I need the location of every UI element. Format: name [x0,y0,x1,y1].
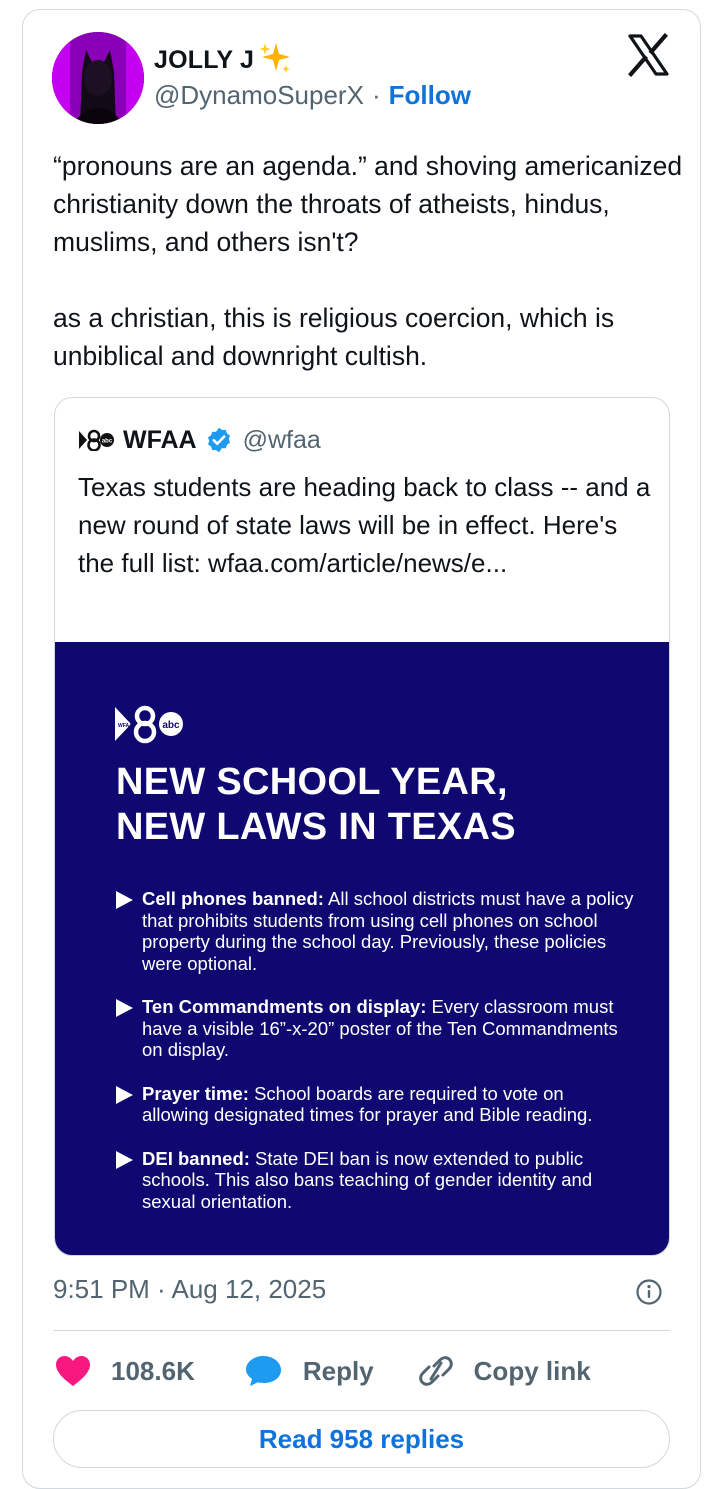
avatar-image [52,32,144,124]
wfaa-logo-icon [79,429,115,451]
media-headline [116,760,656,850]
copy-link-button[interactable] [416,1354,591,1388]
media-law-list [115,888,635,1234]
media-item-text: State DEI ban is now extended to public schools. This also bans teaching of gender identity and sexual orientation. [142,1147,593,1212]
media-item-text: School boards are required to vote on allowing designated times for prayer and Bible reading. [142,1082,593,1125]
media-headline-line2: NEW LAWS IN TEXAS [116,806,516,848]
media-item-title: Cell phones banned: [142,888,324,909]
play-arrow-icon [116,891,133,909]
tweet-actions-bar [53,1350,591,1392]
media-list-item [115,1148,635,1213]
reply-button[interactable] [245,1354,374,1388]
like-button[interactable] [53,1354,195,1388]
author-handle[interactable]: @DynamoSuperX [154,80,364,110]
media-list-item [115,888,635,974]
like-count: 108.6K [111,1355,195,1386]
media-logo-abc: abc [162,720,180,731]
x-logo-icon[interactable] [626,33,670,77]
quoted-display-name[interactable]: WFAA [123,425,197,454]
sparkle-icon [258,41,292,80]
media-headline-line1: NEW SCHOOL YEAR, [116,761,508,803]
media-item-title: Prayer time: [142,1082,249,1104]
play-arrow-icon [116,1151,133,1169]
play-arrow-icon [116,999,133,1017]
media-list-item [115,1083,635,1126]
media-item-title: Ten Commandments on display: [142,996,427,1017]
wfaa-abc-logo-icon [115,704,197,744]
author-handle-row [154,80,471,111]
svg-text:abc: abc [101,438,113,445]
info-icon[interactable] [635,1278,663,1306]
separator-dot: · [371,80,381,110]
divider [53,1330,670,1331]
tweet-text: “pronouns are an agenda.” and shoving americanized christianity down the throats of atheists, hindus, muslims, and others isn't? as a christian, this is religious coercion, which is unbiblical and downright cultish. [53,151,683,371]
read-replies-button[interactable] [53,1410,670,1468]
quoted-handle[interactable]: @wfaa [242,425,321,454]
link-icon [416,1354,456,1388]
author-display-name[interactable]: JOLLY J [154,45,255,74]
copy-link-label: Copy link [473,1355,591,1386]
author-name-row[interactable] [154,40,292,80]
tweet-timestamp[interactable]: 9:51 PM · Aug 12, 2025 [53,1274,327,1304]
follow-button[interactable]: Follow [388,80,471,110]
media-item-text: Every classroom must have a visible 16”-x-20” poster of the Ten Commandments on display. [142,996,618,1060]
quoted-tweet-text: Texas students are heading back to class -- and a new round of state laws will be in effect. Here's the full list: wfaa.com/article/news/e... [78,472,658,578]
media-logo-text: WFAA [118,723,133,729]
reply-bubble-icon [245,1354,285,1388]
media-item-text: All school districts must have a policy that prohibits students from using cell phones on school property during the school day. Previously, these policies were optional. [142,888,634,974]
quoted-media-image[interactable] [55,642,670,1256]
quoted-tweet[interactable] [54,397,670,1256]
quoted-author-row [79,420,321,460]
media-item-title: DEI banned: [142,1147,250,1169]
read-replies-label: Read 958 replies [258,1423,465,1454]
avatar[interactable] [52,32,144,124]
media-list-item [115,996,635,1061]
verified-badge-icon [205,426,233,454]
play-arrow-icon [116,1086,133,1104]
heart-icon [53,1354,93,1388]
reply-label: Reply [302,1355,374,1386]
